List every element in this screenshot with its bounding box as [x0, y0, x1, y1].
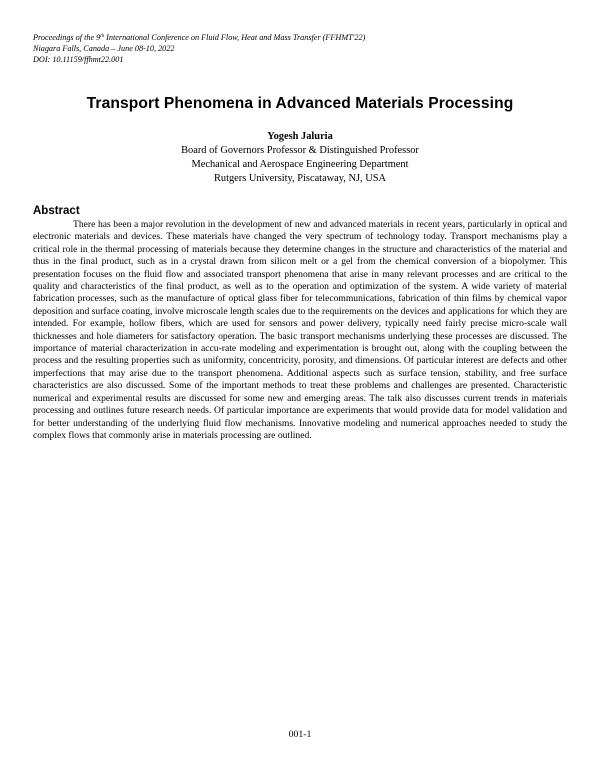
- author-block: [0, 130, 600, 186]
- author-institution: Rutgers University, Piscataway, NJ, USA: [213, 173, 387, 184]
- author-department: Mechanical and Aerospace Engineering Department: [191, 159, 409, 170]
- doi: DOI: 10.11159/ffhmt22.001: [33, 55, 124, 64]
- proceedings-superscript: th: [100, 34, 105, 39]
- location-date: Niagara Falls, Canada – June 08-10, 2022: [33, 44, 175, 53]
- author-name: Yogesh Jaluria: [267, 131, 333, 142]
- author-title: Board of Governors Professor & Distinguished Professor: [181, 145, 419, 156]
- proceedings-prefix: Proceedings of the 9: [33, 33, 101, 42]
- paper-title: Transport Phenomena in Advanced Materials Processing: [86, 95, 514, 112]
- proceedings-line: [33, 32, 573, 43]
- page-number: 001-1: [288, 729, 312, 740]
- abstract-body: There has been a major revolution in the development of new and advanced materials in recent years, particularly in optical and electronic materials and devices. These materials have changed the very spectrum of technology today. Transport mechanisms play a critical role in the thermal processing of materials because they determine changes in the structure and characteristics of the material and thus in the final product, such as in a crystal drawn from silicon melt or a gel from the chemical conversion of a biopolymer. This presentation focuses on the fluid flow and associated transport phenomena that arise in many relevant processes and are critical to the quality and characteristics of the final product, as well as to the operation and optimization of the system. A wide variety of material fabrication processes, such as the manufacture of optical glass fiber for telecommunications, fabrication of thin films by chemical vapor deposition and surface coating, involve microscale length scales due to the requirements on the devices and applications for which they are intended. For example, hollow fibers, which are used for sensors and power delivery, typically need fairly precise micro-scale wall thicknesses and hole diameters for satisfactory operation. The basic transport mechanisms underlying these processes are discussed. The importance of material characterization in accu-rate modeling and experimentation is brought out, along with the coupling between the process and the resulting properties such as uniformity, concentricity, porosity, and dimensions. Of particular interest are defects and other imperfections that may arise due to the transport phenomena. Additional aspects such as surface tension, stability, and free surface characteristics are also discussed. Some of the important methods to treat these problems and challenges are presented. Characteristic numerical and experimental results are discussed for some new and emerging areas. The talk also discusses current trends in materials processing and outlines future research needs. Of particular importance are experiments that would provide data for model validation and for better understanding of the underlying fluid flow mechanisms. Innovative modeling and numerical approaches needed to study the complex flows that commonly arise in materials processing are outlined.: [33, 219, 567, 441]
- proceedings-suffix: International Conference on Fluid Flow, Heat and Mass Transfer (FFHMT'22): [104, 33, 366, 42]
- proceedings-header: [33, 32, 573, 65]
- abstract-heading: Abstract: [33, 205, 80, 217]
